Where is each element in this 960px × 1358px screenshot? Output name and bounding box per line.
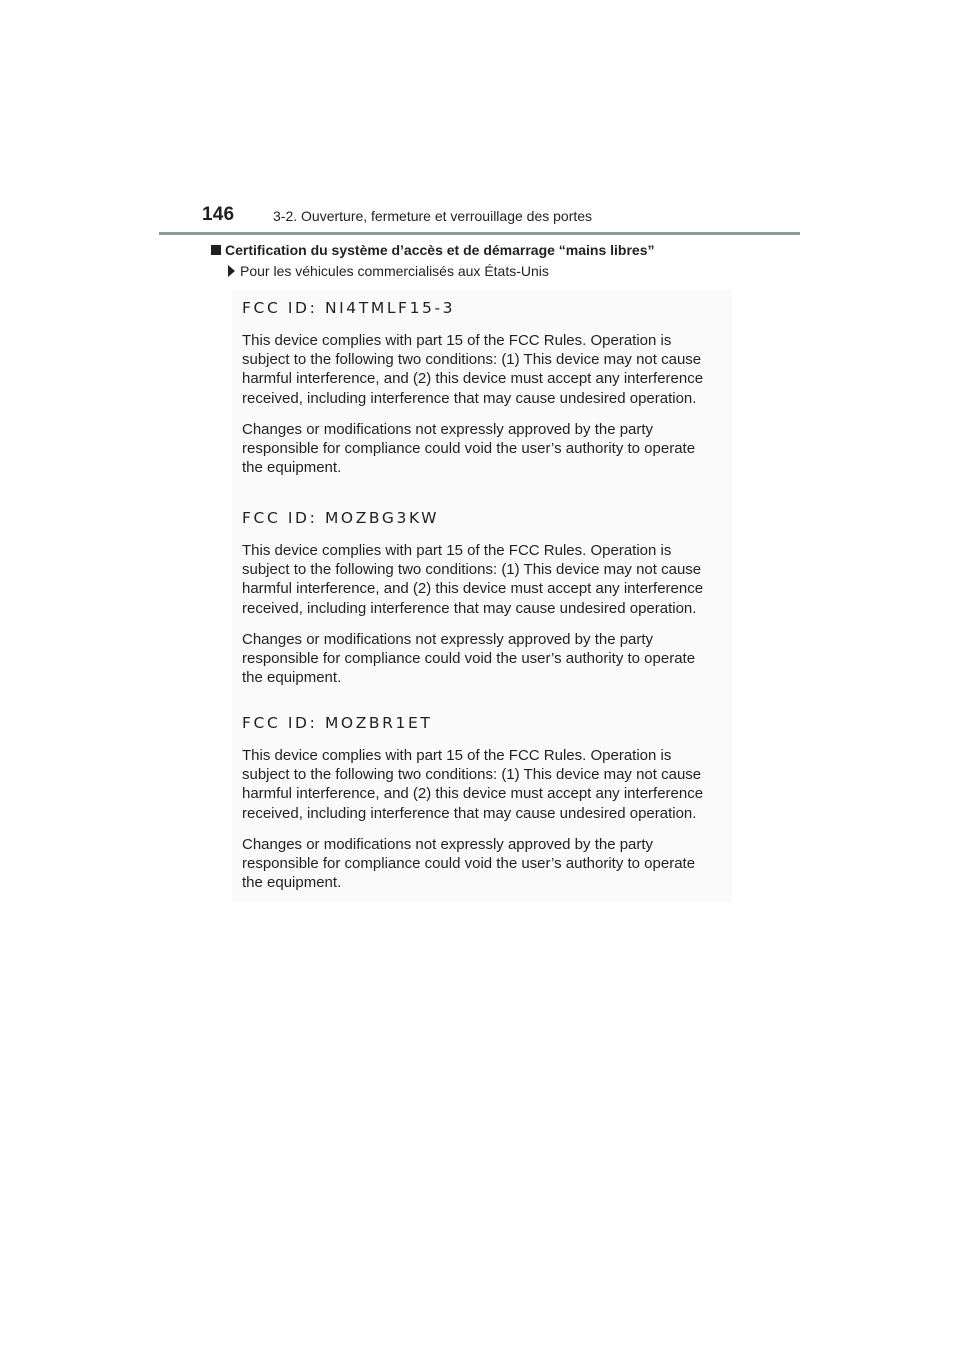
compliance-line: harmful interference, and (2) this device must accept any interference [242,785,704,803]
changes-line: responsible for compliance could void the user’s authority to operate [242,855,696,873]
compliance-line: harmful interference, and (2) this device must accept any interference [242,370,704,388]
compliance-line: This device complies with part 15 of the FCC Rules. Operation is [242,542,672,559]
header-rule [159,232,800,235]
changes-line: Changes or modifications not expressly approved by the party [242,835,654,853]
changes-line: the equipment. [242,669,342,687]
page-number: 146 [202,204,235,225]
compliance-line: received, including interference that may cause undesired operation. [242,389,697,407]
section-heading-text: Certification du système d’accès et de démarrage “mains libres” [225,242,655,258]
compliance-statement [242,331,722,408]
changes-statement [242,835,722,893]
compliance-statement [242,746,722,823]
changes-statement [242,630,722,688]
square-bullet-icon [211,245,221,255]
section-heading [211,242,655,258]
sub-heading-text: Pour les véhicules commercialisés aux États-Unis [240,263,549,279]
fcc-id: FCC ID: NI4TMLF15-3 [242,299,456,317]
compliance-line: harmful interference, and (2) this device must accept any interference [242,580,704,598]
compliance-line: subject to the following two conditions: (1) This device may not cause [242,561,702,579]
fcc-id: FCC ID: MOZBR1ET [242,714,433,732]
compliance-line: This device complies with part 15 of the FCC Rules. Operation is [242,332,672,349]
compliance-line: subject to the following two conditions: (1) This device may not cause [242,766,702,784]
changes-line: the equipment. [242,874,342,892]
compliance-line: received, including interference that may cause undesired operation. [242,804,697,822]
fcc-block [242,507,722,687]
changes-line: Changes or modifications not expressly approved by the party [242,420,654,438]
compliance-line: subject to the following two conditions: (1) This device may not cause [242,351,702,369]
compliance-line: This device complies with part 15 of the FCC Rules. Operation is [242,747,672,764]
fcc-block [242,297,722,477]
sub-heading [228,263,549,279]
chapter-title: 3-2. Ouverture, fermeture et verrouillage des portes [273,208,593,224]
compliance-statement [242,541,722,618]
changes-line: responsible for compliance could void the user’s authority to operate [242,440,696,458]
fcc-id: FCC ID: MOZBG3KW [242,509,440,527]
changes-line: responsible for compliance could void the user’s authority to operate [242,650,696,668]
fcc-block [242,712,722,892]
changes-line: Changes or modifications not expressly approved by the party [242,630,654,648]
triangle-arrow-icon [228,265,235,277]
changes-line: the equipment. [242,459,342,477]
changes-statement [242,420,722,478]
compliance-line: received, including interference that may cause undesired operation. [242,599,697,617]
